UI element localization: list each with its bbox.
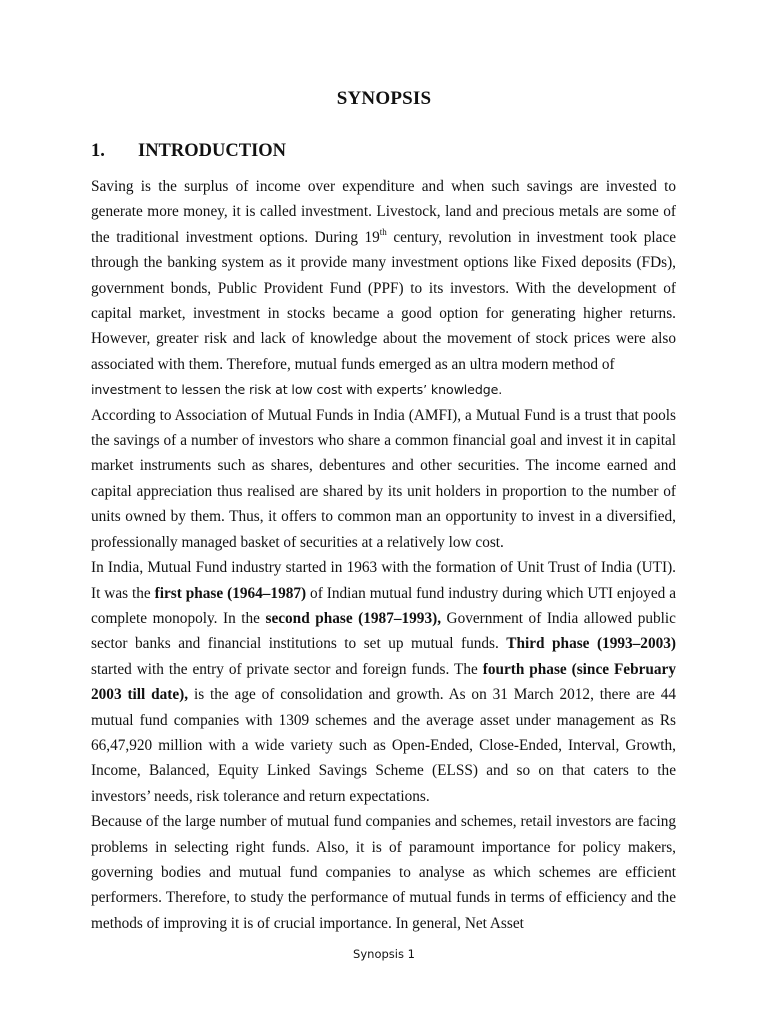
superscript-th: th	[379, 226, 387, 237]
paragraph-savings-text-b: century, revolution in investment took place through the banking system as it provide many investment options like Fixed deposits (FDs), government bonds, Public Provident Fund (PPF) to its investors. With the development of capital market, investment in stocks became a good option for generating higher returns. However, greater risk and lack of knowledge about the movement of stock prices were also associated with them. Therefore, mutual funds emerged as an ultra modern method of	[91, 228, 676, 373]
page-footer: Synopsis 1	[353, 947, 415, 961]
paragraph-history	[91, 555, 676, 809]
paragraph-savings-last-line: investment to lessen the risk at low cost with experts’ knowledge.	[91, 382, 503, 398]
history-bold-fourth-phase: fourth phase (since February 2003 till date),	[91, 660, 676, 704]
paragraph-savings-text-a: Saving is the surplus of income over expenditure and when such savings are invested to generate more money, it is called investment. Livestock, land and precious metals are some of the traditional investment options. During 19	[91, 178, 676, 246]
section-heading	[91, 141, 286, 162]
section-number: 1.	[91, 141, 105, 161]
history-text-5: is the age of consolidation and growth. As on 31 March 2012, there are 44 mutual fund companies with 1309 schemes and the average asset under management as Rs 66,47,920 million with a wide variety such as Open-Ended, Close-Ended, Interval, Growth, Income, Balanced, Equity Linked Savings Scheme (ELSS) and so on that caters to the investors’ needs, risk tolerance and return expectations.	[91, 686, 676, 805]
page-title: SYNOPSIS	[336, 88, 432, 109]
paragraph-savings	[91, 174, 676, 377]
section-heading-text: INTRODUCTION	[138, 141, 287, 161]
history-text-1: In India, Mutual Fund industry started in 1963 with the formation of Unit Trust of India (UTI). It was the	[91, 559, 676, 602]
history-bold-first-phase: first phase (1964–1987)	[154, 584, 307, 602]
paragraph-amfi: According to Association of Mutual Funds in India (AMFI), a Mutual Fund is a trust that pools the savings of a number of investors who share a common financial goal and invest it in capital market instruments such as shares, debentures and other securities. The income earned and capital appreciation thus realised are shared by its unit holders in proportion to the number of units owned by them. Thus, it offers to common man an opportunity to invest in a diversified, professionally managed basket of securities at a relatively low cost.	[91, 406, 676, 551]
history-text-4: started with the entry of private sector and foreign funds. The	[91, 660, 483, 678]
history-bold-second-phase: second phase (1987–1993),	[265, 609, 442, 627]
history-bold-third-phase: Third phase (1993–2003)	[506, 635, 676, 653]
history-text-2: of Indian mutual fund industry during which UTI enjoyed a complete monopoly. In the	[91, 584, 676, 627]
body-text	[91, 174, 676, 936]
paragraph-problem: Because of the large number of mutual fund companies and schemes, retail investors are facing problems in selecting right funds. Also, it is of paramount importance for policy makers, governing bodies and mutual fund companies to analyse as which schemes are efficient performers. Therefore, to study the performance of mutual funds in terms of efficiency and the methods of improving it is of crucial importance. In general, Net Asset	[91, 813, 676, 932]
history-text-3: Government of India allowed public sector banks and financial institutions to set up mutual funds.	[91, 609, 676, 653]
